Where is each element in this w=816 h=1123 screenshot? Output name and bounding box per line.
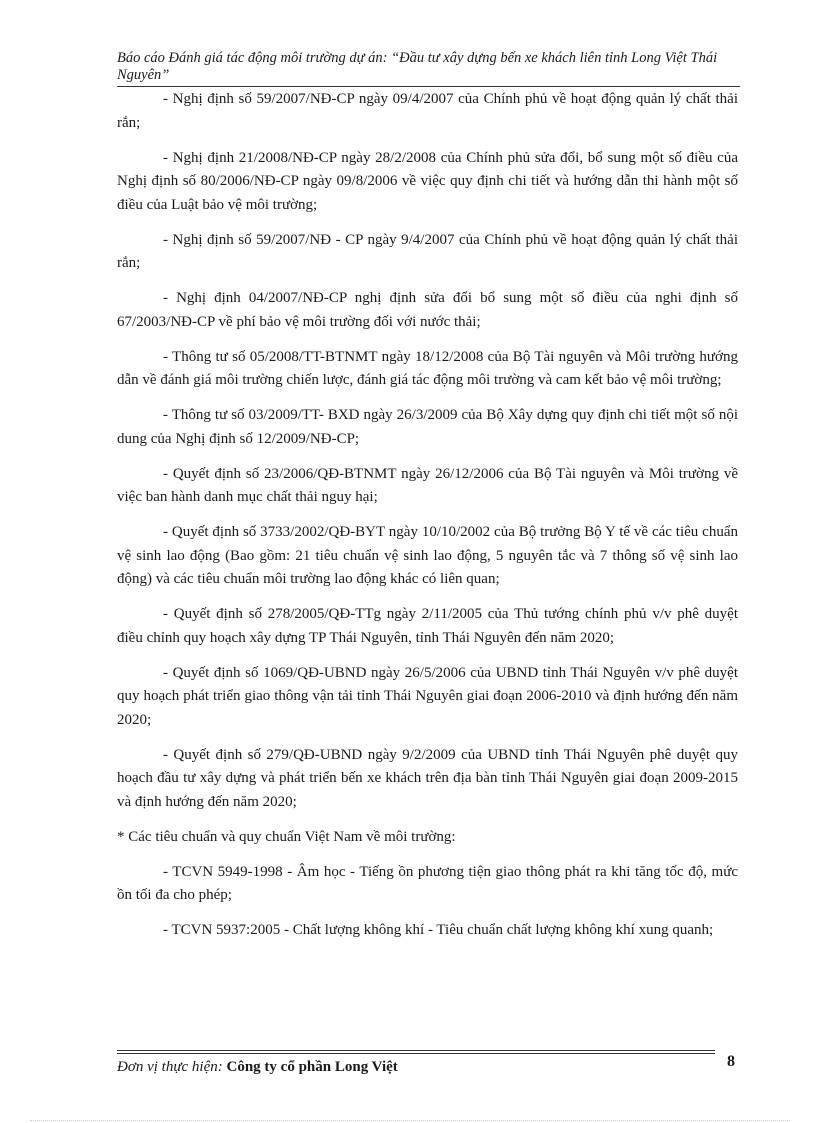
page-edge-dotted-line — [30, 1120, 790, 1121]
footer-label: Đơn vị thực hiện: — [117, 1059, 223, 1075]
paragraph: - Nghị định 21/2008/NĐ-CP ngày 28/2/2008 của Chính phủ sửa đổi, bổ sung một số điều của Nghị định số 80/2006/NĐ-CP ngày 09/8/2006 về việc quy định chi tiết và hướng dẫn thi hành một số điều của Luật bảo vệ môi trường; — [117, 149, 738, 213]
paragraph: - Quyết định số 278/2005/QĐ-TTg ngày 2/11/2005 của Thủ tướng chính phủ v/v phê duyệt điều chỉnh quy hoạch xây dựng TP Thái Nguyên, tỉnh Thái Nguyên đến năm 2020; — [117, 606, 738, 646]
paragraph: - Quyết định số 3733/2002/QĐ-BYT ngày 10/10/2002 của Bộ trưởng Bộ Y tế về các tiêu chuẩn vệ sinh lao động (Bao gồm: 21 tiêu chuẩn vệ sinh lao động, 5 nguyên tắc và 7 thông số vệ sinh lao động) và các tiêu chuẩn môi trường lao động khác có liên quan; — [117, 524, 738, 587]
paragraph: - Nghị định 04/2007/NĐ-CP nghị định sửa đổi bổ sung một số điều của nghi định số 67/2003/NĐ-CP về phí bảo vệ môi trường đối với nước thải; — [117, 290, 738, 330]
section-heading: * Các tiêu chuẩn và quy chuẩn Việt Nam về môi trường: — [117, 828, 456, 845]
paragraph: - Thông tư số 05/2008/TT-BTNMT ngày 18/12/2008 của Bộ Tài nguyên và Môi trường hướng dẫn về đánh giá môi trường chiến lược, đánh giá tác động môi trường và cam kết bảo vệ môi trường; — [117, 348, 738, 388]
page-header — [117, 50, 740, 84]
footer-divider-bottom — [117, 1053, 715, 1054]
paragraph: - TCVN 5937:2005 - Chất lượng không khí - Tiêu chuẩn chất lượng không khí xung quanh; — [163, 922, 714, 938]
paragraph: - Nghị định số 59/2007/NĐ-CP ngày 09/4/2007 của Chính phủ về hoạt động quản lý chất thải rắn; — [117, 91, 738, 131]
paragraph: - Nghị định số 59/2007/NĐ - CP ngày 9/4/2007 của Chính phủ về hoạt động quản lý chất thải rắn; — [117, 231, 738, 271]
paragraph: - Thông tư số 03/2009/TT- BXD ngày 26/3/2009 của Bộ Xây dựng quy định chi tiết một số nội dung của Nghị định số 12/2009/NĐ-CP; — [117, 407, 738, 447]
page-number: 8 — [727, 1053, 735, 1070]
paragraph: - Quyết định số 279/QĐ-UBND ngày 9/2/2009 của UBND tỉnh Thái Nguyên phê duyệt quy hoạch đầu tư xây dựng và phát triển bến xe khách trên địa bàn tỉnh Thái Nguyên giai đoạn 2009-2015 và định hướng đến năm 2020; — [117, 746, 738, 810]
paragraph: - Quyết định số 23/2006/QĐ-BTNMT ngày 26/12/2006 của Bộ Tài nguyên và Môi trường về việc ban hành danh mục chất thải nguy hại; — [117, 465, 738, 505]
page-footer — [117, 1058, 740, 1076]
header-divider — [117, 86, 740, 87]
footer-divider-top — [117, 1050, 715, 1051]
document-body — [117, 88, 738, 954]
footer-organization: Công ty cổ phần Long Việt — [226, 1059, 398, 1075]
paragraph: - TCVN 5949-1998 - Âm học - Tiếng ồn phương tiện giao thông phát ra khi tăng tốc độ, mức ồn tối đa cho phép; — [117, 863, 738, 903]
paragraph: - Quyết định số 1069/QĐ-UBND ngày 26/5/2006 của UBND tỉnh Thái Nguyên v/v phê duyệt quy hoạch phát triển giao thông vận tải tỉnh Thái Nguyên giai đoạn 2006-2010 và định hướng đến năm 2020; — [117, 664, 738, 728]
report-title: Báo cáo Đánh giá tác động môi trường dự án: “Đầu tư xây dựng bến xe khách liên tỉnh Long Việt Thái Nguyên” — [117, 50, 718, 83]
